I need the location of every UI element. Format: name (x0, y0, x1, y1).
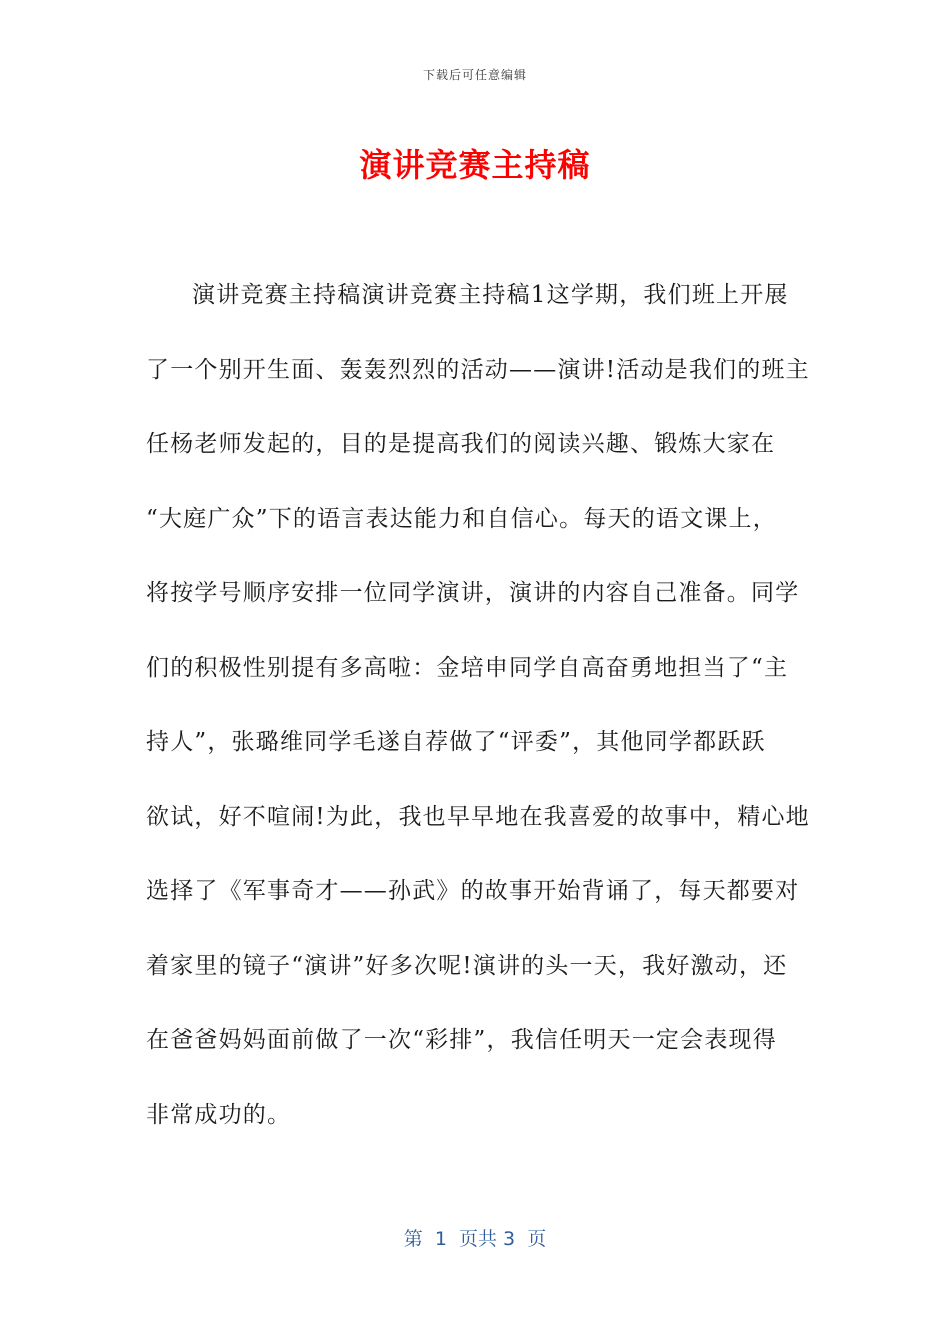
body-line-7: 持人”，张璐维同学毛遂自荐做了“评委”，其他同学都跃跃 (146, 729, 766, 755)
body-line-9: 选择了《军事奇才——孙武》的故事开始背诵了，每天都要对 (146, 878, 800, 904)
body-line-11: 在爸爸妈妈面前做了一次“彩排”，我信任明天一定会表现得 (146, 1027, 777, 1053)
header-note: 下载后可任意编辑 (422, 68, 527, 82)
body-line-8: 欲试，好不喧闹!为此，我也早早地在我喜爱的故事中，精心地 (146, 803, 810, 830)
body-line-3: 任杨老师发起的，目的是提高我们的阅读兴趣、锻炼大家在 (146, 431, 776, 457)
body-line-1: 演讲竞赛主持稿演讲竞赛主持稿1这学期，我们班上开展 (192, 282, 789, 308)
page-number-footer: 第 1 页共 3 页 (403, 1228, 547, 1250)
document-title: 演讲竞赛主持稿 (359, 146, 591, 184)
body-line-5: 将按学号顺序安排一位同学演讲，演讲的内容自己准备。同学 (146, 580, 800, 606)
body-line-12: 非常成功的。 (146, 1101, 292, 1128)
body-line-10: 着家里的镜子“演讲”好多次呢!演讲的头一天，我好激动，还 (146, 952, 788, 979)
document-body (146, 270, 810, 1164)
body-line-4: “大庭广众”下的语言表达能力和自信心。每天的语文课上， (146, 505, 777, 532)
body-line-6: 们的积极性别提有多高啦：金培申同学自高奋勇地担当了“主 (146, 654, 789, 681)
body-line-2: 了一个别开生面、轰轰烈烈的活动——演讲!活动是我们的班主 (146, 356, 810, 383)
